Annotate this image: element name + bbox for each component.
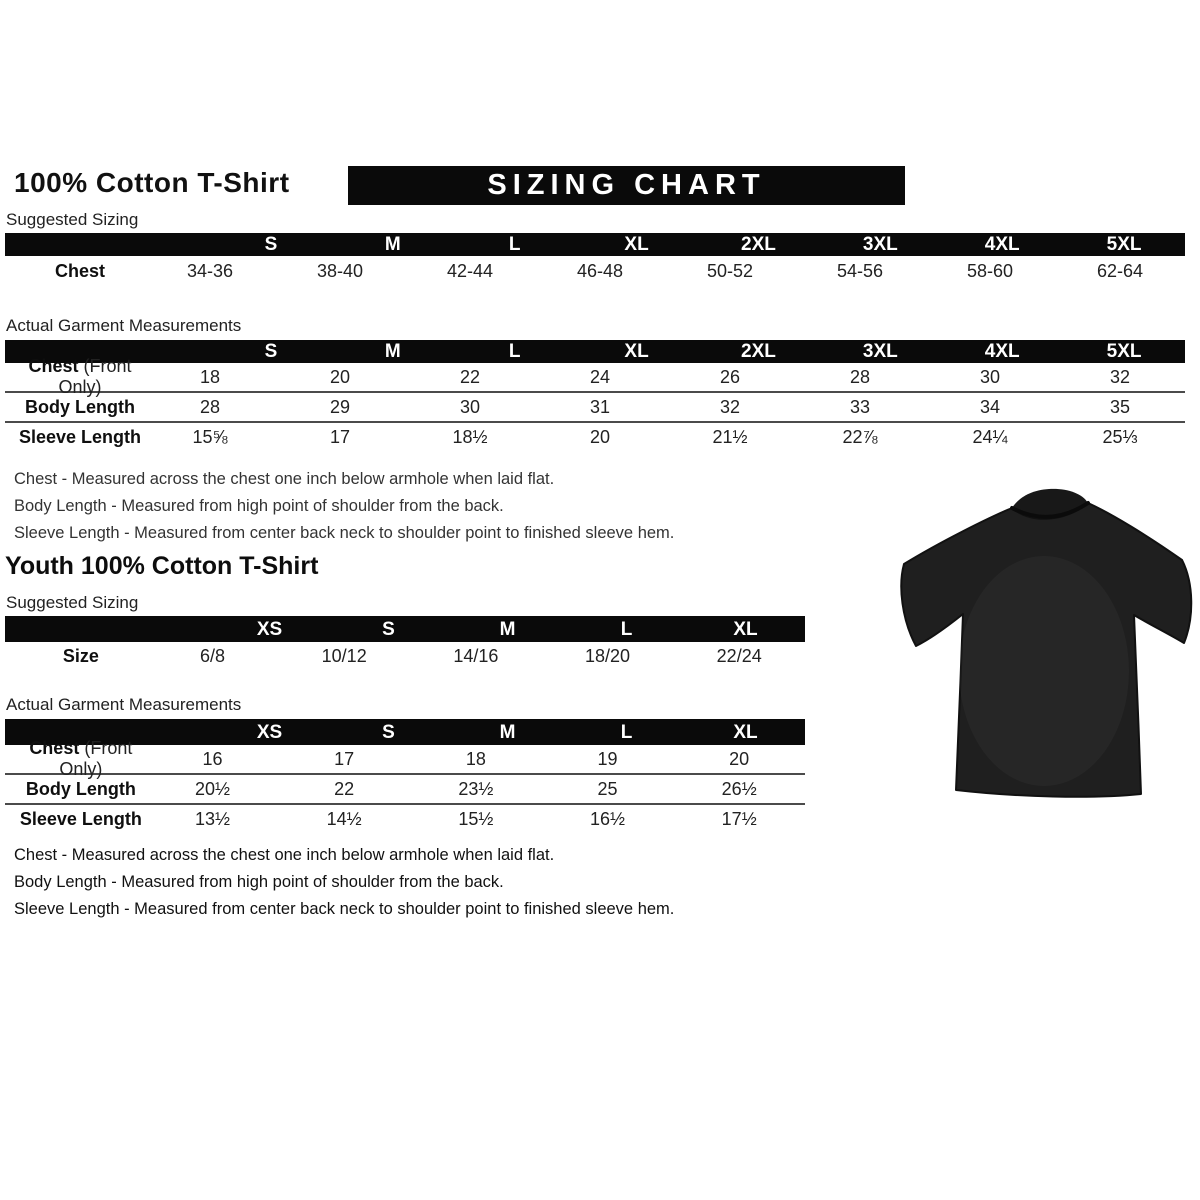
cell-value: 22 xyxy=(334,778,355,799)
cell-value: 20 xyxy=(589,426,611,447)
cell-value: 16 xyxy=(202,748,223,769)
column-header: L xyxy=(620,721,633,743)
youth-measurement-notes xyxy=(14,842,674,923)
table-row-chest-front-only xyxy=(5,356,1185,397)
row-label: Chest xyxy=(54,261,105,281)
black-tshirt-image xyxy=(892,486,1199,804)
cell-value: 17 xyxy=(334,748,355,769)
cell-value: 35 xyxy=(1109,396,1131,417)
adult-suggested-sizing-table xyxy=(5,233,1185,287)
table-header-row xyxy=(5,340,1185,363)
column-header: 3XL xyxy=(862,341,898,362)
cell-value: 10/12 xyxy=(321,645,367,666)
adult-suggested-sizing-label: Suggested Sizing xyxy=(6,210,139,229)
cell-value: 46-48 xyxy=(576,261,624,281)
cell-value: 32 xyxy=(1109,366,1131,387)
cell-value: 20½ xyxy=(194,778,231,799)
cell-value: 18 xyxy=(465,748,486,769)
row-label: Sleeve Length xyxy=(19,808,142,829)
page-title: 100% Cotton T-Shirt xyxy=(14,167,290,198)
column-header: M xyxy=(384,234,401,255)
note-chest: Chest - Measured across the chest one inch below armhole when laid flat. xyxy=(14,846,555,864)
column-header: S xyxy=(264,234,278,255)
note-sleeve-length: Sleeve Length - Measured from center back neck to shoulder point to finished sleeve hem. xyxy=(14,900,675,918)
table-row-chest-front-only xyxy=(5,738,805,779)
column-header: L xyxy=(508,341,521,362)
cell-value: 28 xyxy=(849,366,871,387)
cell-value: 14/16 xyxy=(453,645,499,666)
note-chest: Chest - Measured across the chest one inch below armhole when laid flat. xyxy=(14,470,555,488)
table-row-chest xyxy=(5,256,1185,287)
cell-value: 58-60 xyxy=(966,261,1014,281)
cell-value: 26½ xyxy=(721,778,757,799)
cell-value: 15⅝ xyxy=(192,426,228,447)
adult-measurements-label: Actual Garment Measurements xyxy=(6,316,242,335)
table-header-row xyxy=(5,233,1185,256)
column-header: S xyxy=(264,341,278,362)
adult-measurement-notes xyxy=(14,466,674,547)
adult-measurements-table xyxy=(5,340,1185,451)
column-header: L xyxy=(508,234,521,255)
column-header: 2XL xyxy=(741,341,776,362)
column-header: 4XL xyxy=(984,341,1020,362)
cell-value: 17½ xyxy=(721,808,757,829)
youth-suggested-sizing-label: Suggested Sizing xyxy=(6,593,139,612)
row-label: Chest (Front Only) xyxy=(28,356,132,397)
column-header: 4XL xyxy=(984,234,1020,255)
note-body-length: Body Length - Measured from high point of shoulder from the back. xyxy=(14,873,504,891)
column-header: XL xyxy=(624,234,649,255)
row-label: Body Length xyxy=(25,778,136,799)
column-header: L xyxy=(620,618,633,640)
cell-value: 30 xyxy=(979,366,1001,387)
youth-measurements-table xyxy=(5,719,805,833)
sizing-chart-banner xyxy=(348,166,905,205)
cell-value: 62-64 xyxy=(1096,261,1144,281)
cell-value: 42-44 xyxy=(446,261,494,281)
sizing-chart-banner-text: SIZING CHART xyxy=(487,169,766,201)
cell-value: 19 xyxy=(597,748,618,769)
cell-value: 28 xyxy=(199,396,221,417)
note-body-length: Body Length - Measured from high point of shoulder from the back. xyxy=(14,497,504,515)
cell-value: 38-40 xyxy=(316,261,364,281)
cell-value: 29 xyxy=(329,396,351,417)
column-header: S xyxy=(382,618,395,640)
table-row-size xyxy=(5,642,805,670)
column-header: 5XL xyxy=(1106,341,1142,362)
cell-value: 21½ xyxy=(712,426,748,447)
column-header: XL xyxy=(733,721,758,743)
cell-value: 25⅓ xyxy=(1102,426,1138,447)
cell-value: 34-36 xyxy=(186,261,234,281)
table-row-body-length xyxy=(5,775,805,805)
cell-value: 13½ xyxy=(194,808,231,829)
cell-value: 20 xyxy=(329,366,351,387)
cell-value: 32 xyxy=(719,396,741,417)
cell-value: 33 xyxy=(849,396,871,417)
cell-value: 24¼ xyxy=(972,426,1008,447)
cell-value: 31 xyxy=(589,396,611,417)
cell-value: 14½ xyxy=(326,808,362,829)
column-header: M xyxy=(499,721,516,743)
column-header: 2XL xyxy=(741,234,776,255)
cell-value: 18½ xyxy=(452,426,488,447)
cell-value: 22 xyxy=(459,366,481,387)
cell-value: 15½ xyxy=(458,808,494,829)
cell-value: 50-52 xyxy=(706,261,754,281)
column-header: S xyxy=(382,721,395,743)
column-header: 5XL xyxy=(1106,234,1142,255)
row-label: Body Length xyxy=(25,396,135,417)
column-header: XL xyxy=(733,618,758,640)
youth-section-title: Youth 100% Cotton T-Shirt xyxy=(5,552,319,580)
cell-value: 16½ xyxy=(590,808,626,829)
column-header: XS xyxy=(256,618,283,640)
cell-value: 34 xyxy=(979,396,1001,417)
cell-value: 25 xyxy=(597,778,618,799)
table-row-sleeve-length xyxy=(5,805,805,833)
cell-value: 26 xyxy=(719,366,741,387)
cell-value: 20 xyxy=(729,748,750,769)
cell-value: 18 xyxy=(199,366,221,387)
row-label: Size xyxy=(62,645,99,666)
cell-value: 17 xyxy=(329,426,351,447)
table-row-sleeve-length xyxy=(5,423,1185,451)
cell-value: 6/8 xyxy=(199,645,226,666)
tshirt-illustration xyxy=(892,486,1199,804)
column-header: XL xyxy=(624,341,649,362)
column-header: M xyxy=(384,341,401,362)
column-header: XS xyxy=(256,721,283,743)
cell-value: 24 xyxy=(589,366,611,387)
column-header: 3XL xyxy=(862,234,898,255)
cell-value: 22/24 xyxy=(716,645,762,666)
cell-value: 54-56 xyxy=(836,261,884,281)
cell-value: 18/20 xyxy=(585,645,631,666)
youth-measurements-label: Actual Garment Measurements xyxy=(6,695,242,714)
table-header-row xyxy=(5,616,805,642)
cell-value: 22⅞ xyxy=(842,426,878,447)
tshirt-sheen xyxy=(959,556,1129,786)
table-row-body-length xyxy=(5,393,1185,423)
note-sleeve-length: Sleeve Length - Measured from center back neck to shoulder point to finished sleeve hem. xyxy=(14,524,675,542)
column-header: M xyxy=(499,618,516,640)
youth-suggested-sizing-table xyxy=(5,616,805,670)
row-label: Chest (Front Only) xyxy=(29,738,133,779)
cell-value: 23½ xyxy=(458,778,494,799)
row-label: Sleeve Length xyxy=(18,426,142,447)
cell-value: 30 xyxy=(459,396,481,417)
